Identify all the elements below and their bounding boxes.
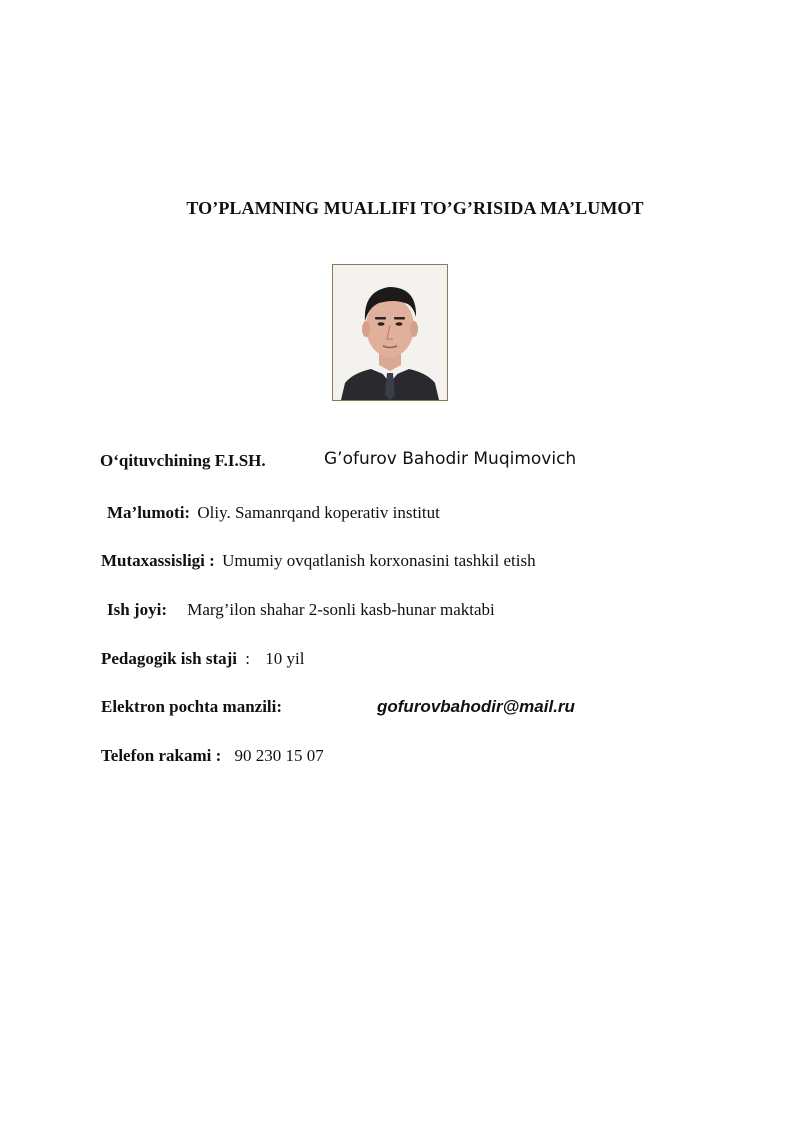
portrait-image (333, 265, 447, 400)
fish-label: O‘qituvchining F.I.SH. (100, 451, 266, 470)
field-ish-joyi (107, 600, 495, 620)
email-link[interactable]: gofurovbahodir@mail.ru (377, 697, 575, 716)
field-fish (100, 449, 577, 471)
page-title: TO’PLAMNING MUALLIFI TO’G’RISIDA MA’LUMOT (186, 198, 644, 218)
mutaxassisligi-value: Umumiy ovqatlanish korxonasini tashkil etish (222, 551, 536, 570)
staj-value: 10 yil (265, 649, 305, 668)
telefon-label: Telefon rakami : (101, 746, 222, 765)
field-malumoti (107, 503, 440, 523)
mutaxassisligi-label: Mutaxassisligi : (101, 551, 215, 570)
field-telefon (101, 746, 324, 766)
staj-label: Pedagogik ish staji (101, 649, 238, 668)
field-staj (101, 649, 304, 669)
author-portrait-photo (332, 264, 448, 401)
fish-value: G’ofurov Bahodir Muqimovich (324, 449, 577, 469)
pochta-label: Elektron pochta manzili: (101, 697, 283, 716)
ish-joyi-label: Ish joyi: (107, 600, 167, 619)
staj-separator: : (245, 649, 251, 668)
field-mutaxassisligi (101, 551, 536, 571)
telefon-value: 90 230 15 07 (234, 746, 324, 765)
malumoti-label: Ma’lumoti: (107, 503, 191, 522)
malumoti-value: Oliy. Samanrqand koperativ institut (197, 503, 440, 522)
ish-joyi-value: Marg’ilon shahar 2-sonli kasb-hunar maktabi (187, 600, 495, 619)
field-pochta (101, 697, 575, 717)
